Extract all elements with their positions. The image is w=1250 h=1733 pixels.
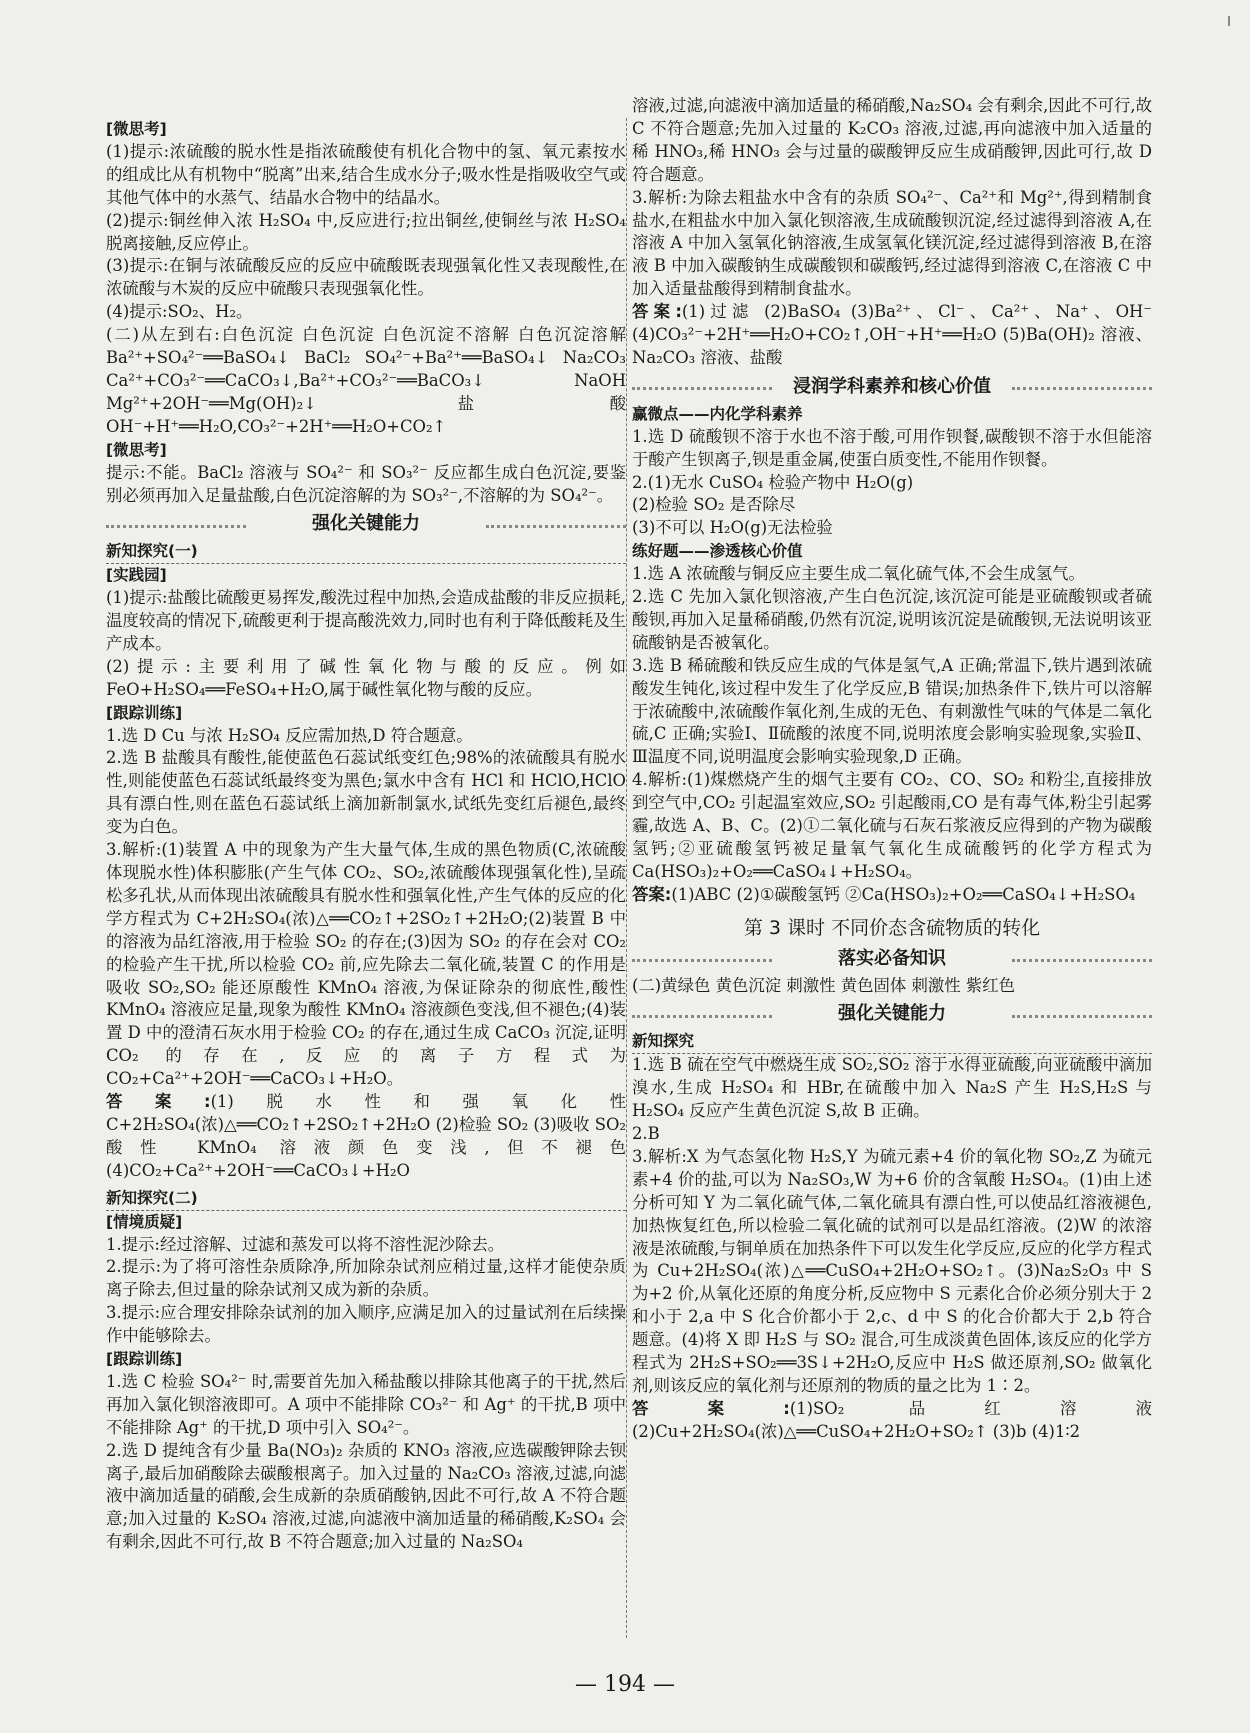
subsection-heading: 新知探究(二): [106, 1187, 626, 1211]
paragraph: 3.选 B 稀硫酸和铁反应生成的气体是氢气,A 正确;常温下,铁片遇到浓硫酸发生钝化,该过程中发生了化学反应,B 错误;加热条件下,铁片可以溶解于浓硫酸中,浓硫酸作氧化剂,生成的无色、有刺激性气味的气体是二氧化硫,C 正确;实验Ⅰ、Ⅱ硫酸的浓度不同,说明浓度会影响实验现象,实验Ⅱ、Ⅲ温度不同,说明温度会影响实验现象,D 正确。: [632, 655, 1152, 767]
right-column: [632, 95, 1152, 1444]
answer-text: (1)脱水性和强氧化性 C+2H₂SO₄(浓)△══CO₂↑+2SO₂↑+2H₂O (2)检验 SO₂ (3)吸收 SO₂ 酸性 KMnO₄ 溶液颜色变浅,但不褪色 (4)CO₂+Ca²⁺+2OH⁻══CaCO₃↓+H₂O: [106, 1092, 627, 1180]
section-label: [微思考]: [106, 440, 167, 459]
section-heading: 浸润学科素养和核心价值: [632, 376, 1152, 399]
paragraph: 3.解析:(1)装置 A 中的现象为产生大量气体,生成的黑色物质(C,浓硫酸体现脱水性)体积膨胀(产生气体 CO₂、SO₂,浓硫酸体现强氧化性),呈疏松多孔状,从而体现出浓硫酸具有脱水性和强氧化性,产生气体的反应的化学方程式为 C+2H₂SO₄(浓)△══CO₂↑+2SO₂↑+2H₂O;(2)装置 B 中的溶液为品红溶液,用于检验 SO₂ 的存在;(3)因为 SO₂ 的存在会对 CO₂ 的检验产生干扰,所以检验 CO₂ 前,应先除去二氧化硫,装置 C 的作用是吸收 SO₂,SO₂ 能还原酸性 KMnO₄ 溶液,为保证除杂的彻底性,酸性 KMnO₄ 溶液应足量,现象为酸性 KMnO₄ 溶液颜色变浅,但不褪色;(4)装置 D 中的澄清石灰水用于检验 CO₂ 的存在,通过生成 CaCO₃ 沉淀,证明 CO₂ 的存在,反应的离子方程式为 CO₂+Ca²⁺+2OH⁻══CaCO₃↓+H₂O。: [106, 840, 626, 1089]
answer-label: 答案:: [632, 1398, 790, 1418]
paragraph: 2.选 C 先加入氯化钡溶液,产生白色沉淀,该沉淀可能是亚硫酸钡或者硫酸钡,再加入足量稀硝酸,仍然有沉淀,说明该沉淀是硫酸钡,无法说明该亚硫酸钠是否被氧化。: [632, 587, 1152, 652]
answer-label: 答案:: [632, 884, 672, 904]
left-column: [106, 118, 626, 1554]
paragraph: 2.提示:为了将可溶性杂质除净,所加除杂试剂应稍过量,这样才能使杂质离子除去,但过量的除杂试剂又成为新的杂质。: [106, 1257, 626, 1300]
answer-text: (1)过滤 (2)BaSO₄ (3)Ba²⁺、Cl⁻、Ca²⁺、Na⁺、OH⁻ (4)CO₃²⁻+2H⁺══H₂O+CO₂↑,OH⁻+H⁺══H₂O (5)Ba(OH)₂ 溶液、Na₂CO₃ 溶液、盐酸: [632, 302, 1152, 367]
answer-text: (1)SO₂ 品红溶液 (2)Cu+2H₂SO₄(浓)△══CuSO₄+2H₂O+SO₂↑ (3)b (4)1∶2: [632, 1398, 1152, 1441]
paragraph: (2)检验 SO₂ 是否除尽: [632, 495, 796, 515]
paragraph: 1.选 D 硫酸钡不溶于水也不溶于酸,可用作钡餐,碳酸钡不溶于水但能溶于酸产生钡离子,钡是重金属,使蛋白质变性,不能用作钡餐。: [632, 426, 1152, 469]
paragraph: 提示:不能。BaCl₂ 溶液与 SO₄²⁻ 和 SO₃²⁻ 反应都生成白色沉淀,要鉴别必须再加入足量盐酸,白色沉淀溶解的为 SO₃²⁻,不溶解的为 SO₄²⁻。: [106, 462, 626, 505]
section-heading: 强化关键能力: [632, 1003, 1152, 1026]
answer-label: 答案:: [632, 302, 682, 322]
section-label: [情境质疑]: [106, 1212, 183, 1231]
subsection-heading: 新知探究: [632, 1030, 1152, 1054]
section-heading: 强化关键能力: [106, 513, 626, 536]
section-label: [微思考]: [106, 120, 167, 138]
section-label: [跟踪训练]: [106, 1350, 183, 1369]
page-number: — 194 —: [575, 1672, 675, 1697]
paragraph: (1)提示:盐酸比硫酸更易挥发,酸洗过程中加热,会造成盐酸的非反应损耗,温度较高的情况下,硫酸更利于提高酸洗效力,同时也有利于降低酸耗及生产成本。: [106, 588, 626, 653]
paragraph: 1.选 C 检验 SO₄²⁻ 时,需要首先加入稀盐酸以排除其他离子的干扰,然后再加入氯化钡溶液即可。A 项中不能排除 CO₃²⁻ 和 Ag⁺ 的干扰,B 项中不能排除 Ag⁺ 的干扰,D 项中引入 SO₄²⁻。: [106, 1371, 626, 1437]
paragraph: (4)提示:SO₂、H₂。: [106, 302, 253, 322]
paragraph: 4.解析:(1)煤燃烧产生的烟气主要有 CO₂、CO、SO₂ 和粉尘,直接排放到空气中,CO₂ 引起温室效应,SO₂ 引起酸雨,CO 是有毒气体,粉尘引起雾霾,故选 A、B、C。(2)①二氧化硫与石灰石浆液反应得到的产物为碳酸氢钙;②亚硫酸氢钙被足量氧气氧化生成硫酸钙的化学方程式为 Ca(HSO₃)₂+O₂══CaSO₄↓+H₂SO₄。: [632, 770, 1152, 881]
paragraph: 1.选 A 浓硫酸与铜反应主要生成二氧化硫气体,不会生成氢气。: [632, 564, 1085, 584]
paragraph: (1)提示:浓硫酸的脱水性是指浓硫酸使有机化合物中的氢、氧元素按水的组成比从有机物中“脱离”出来,结合生成水分子;吸水性是指吸收空气或其他气体中的水蒸气、结晶水合物中的结晶水。: [106, 141, 626, 207]
paragraph: 溶液,过滤,向滤液中滴加适量的稀硝酸,Na₂SO₄ 会有剩余,因此不可行,故 C 不符合题意;先加入过量的 K₂CO₃ 溶液,过滤,再向滤液中加入适量的稀 HNO₃,稀 HNO₃ 会与过量的碳酸钾反应生成硝酸钾,因此可行,故 D 符合题意。: [632, 96, 1152, 184]
paragraph: (2)提示:铜丝伸入浓 H₂SO₄ 中,反应进行;拉出铜丝,使铜丝与浓 H₂SO₄ 脱离接触,反应停止。: [106, 210, 626, 253]
answer-text: (1)ABC (2)①碳酸氢钙 ②Ca(HSO₃)₂+O₂══CaSO₄↓+H₂SO₄: [671, 884, 1136, 904]
column-divider: [626, 118, 627, 1638]
subsection-heading: 练好题——渗透核心价值: [632, 542, 803, 561]
paragraph: (二)从左到右:白色沉淀 白色沉淀 白色沉淀不溶解 白色沉淀溶解 Ba²⁺+SO₄²⁻══BaSO₄↓ BaCl₂ SO₄²⁻+Ba²⁺══BaSO₄↓ Na₂CO₃ Ca²⁺+CO₃²⁻══CaCO₃↓,Ba²⁺+CO₃²⁻══BaCO₃↓ NaOH Mg²⁺+2OH⁻══Mg(OH)₂↓ 盐酸 OH⁻+H⁺══H₂O,CO₃²⁻+2H⁺══H₂O+CO₂↑: [106, 325, 626, 436]
paragraph: 2.(1)无水 CuSO₄ 检验产物中 H₂O(g): [632, 472, 914, 492]
paragraph: (3)提示:在铜与浓硫酸反应的反应中硫酸既表现强氧化性又表现酸性,在浓硫酸与木炭的反应中硫酸只表现强氧化性。: [106, 256, 626, 299]
section-label: [跟踪训练]: [106, 703, 183, 722]
section-heading: 落实必备知识: [632, 948, 1152, 971]
subsection-heading: 赢微点——内化学科素养: [632, 404, 803, 423]
paragraph: (2)提示:主要利用了碱性氧化物与酸的反应。例如 FeO+H₂SO₄══FeSO₄+H₂O,属于碱性氧化物与酸的反应。: [106, 656, 626, 699]
subsection-heading: 新知探究(一): [106, 540, 626, 564]
lesson-title: 第 3 课时 不同价态含硫物质的转化: [743, 916, 1041, 939]
paragraph: 1.选 B 硫在空气中燃烧生成 SO₂,SO₂ 溶于水得亚硫酸,向亚硫酸中滴加溴水,生成 H₂SO₄ 和 HBr,在硫酸中加入 Na₂S 产生 H₂S,H₂S 与 H₂SO₄ 反应产生黄色沉淀 S,故 B 正确。: [632, 1055, 1152, 1121]
paragraph: 1.提示:经过溶解、过滤和蒸发可以将不溶性泥沙除去。: [106, 1234, 505, 1254]
paragraph: (3)不可以 H₂O(g)无法检验: [632, 518, 833, 538]
answer-label: 答案:: [106, 1092, 211, 1112]
paragraph: (二)黄绿色 黄色沉淀 刺激性 黄色固体 刺激性 紫红色: [632, 975, 1016, 995]
paragraph: 3.解析:为除去粗盐水中含有的杂质 SO₄²⁻、Ca²⁺和 Mg²⁺,得到精制食盐水,在粗盐水中加入氯化钡溶液,生成硫酸钡沉淀,经过滤得到溶液 A,在溶液 A 中加入氢氧化钠溶液,生成氢氧化镁沉淀,经过滤得到溶液 B,在溶液 B 中加入碳酸钠生成碳酸钡和碳酸钙,经过滤得到溶液 C,在溶液 C 中加入适量盐酸得到精制食盐水。: [632, 187, 1152, 299]
paragraph: 2.选 B 盐酸具有酸性,能使蓝色石蕊试纸变红色;98%的浓硫酸具有脱水性,则能使蓝色石蕊试纸最终变为黑色;氯水中含有 HCl 和 HClO,HClO 具有漂白性,则在蓝色石蕊试纸上滴加新制氯水,试纸先变红后褪色,最终变为白色。: [106, 748, 626, 837]
paragraph: 3.解析:X 为气态氢化物 H₂S,Y 为硫元素+4 价的氧化物 SO₂,Z 为硫元素+4 价的盐,可以为 Na₂SO₃,W 为+6 价的含氧酸 H₂SO₄。(1)由上述分析可知 Y 为二氧化硫气体,二氧化硫具有漂白性,可以使品红溶液褪色,加热恢复红色,所以检验二氧化硫的试剂可以是品红溶液。(2)W 的浓溶液是浓硫酸,与铜单质在加热条件下可以发生化学反应,反应的化学方程式为 Cu+2H₂SO₄(浓)△══CuSO₄+2H₂O+SO₂↑。(3)Na₂S₂O₃ 中 S 为+2 价,从氧化还原的角度分析,反应物中 S 元素化合价必须分别大于 2 和小于 2,a 中 S 化合价都小于 2,c、d 中 S 的化合价都大于 2,b 符合题意。(4)将 X 即 H₂S 与 SO₂ 混合,可生成淡黄色固体,该反应的化学方程式为 2H₂S+SO₂══3S↓+2H₂O,反应中 H₂S 做还原剂,SO₂ 做氧化剂,则该反应的氧化剂与还原剂的物质的量之比为 1∶2。: [632, 1146, 1152, 1395]
corner-mark: [1228, 16, 1230, 26]
section-label: [实践园]: [106, 566, 167, 585]
paragraph: 1.选 D Cu 与浓 H₂SO₄ 反应需加热,D 符合题意。: [106, 725, 473, 745]
paragraph: 2.选 D 提纯含有少量 Ba(NO₃)₂ 杂质的 KNO₃ 溶液,应选碳酸钾除去钡离子,最后加硝酸除去碳酸根离子。加入过量的 Na₂CO₃ 溶液,过滤,向滤液中滴加适量的硝酸,会生成新的杂质硝酸钠,因此不可行,故 A 不符合题意;加入过量的 K₂SO₄ 溶液,过滤,向滤液中滴加适量的稀硝酸,K₂SO₄ 会有剩余,因此不可行,故 B 不符合题意;加入过量的 Na₂SO₄: [106, 1440, 626, 1552]
paragraph: 3.提示:应合理安排除杂试剂的加入顺序,应满足加入的过量试剂在后续操作中能够除去。: [106, 1303, 626, 1346]
paragraph: 2.B: [632, 1123, 660, 1143]
